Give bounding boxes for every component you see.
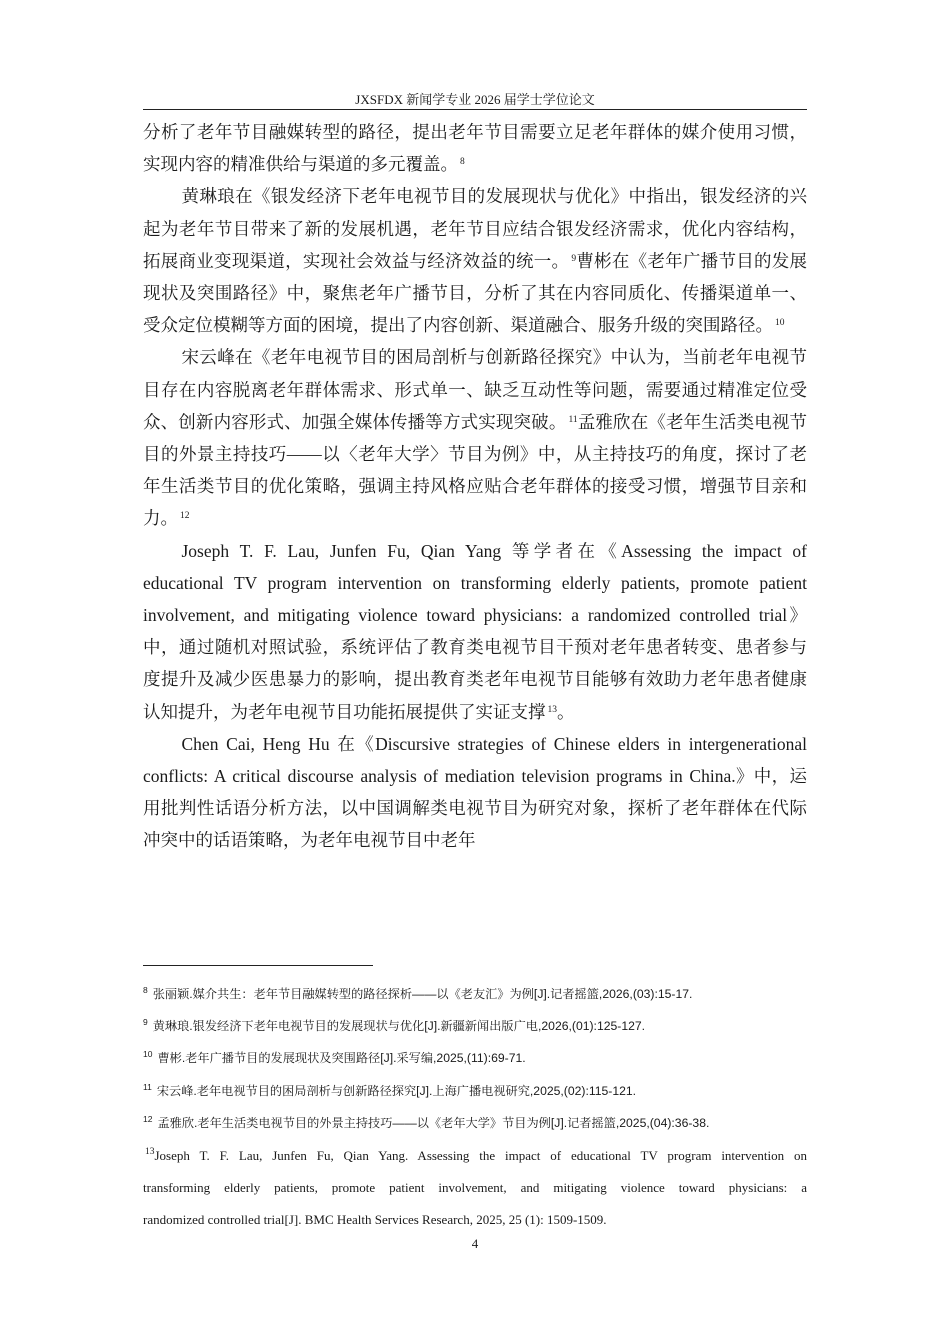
footnotes xyxy=(143,980,807,1237)
page-number: 4 xyxy=(471,1236,479,1251)
footnote-separator xyxy=(143,965,373,966)
footnote-9: $^9$ 黄琳琅.银发经济下老年电视节目的发展现状与优化[J].新疆新闻出版广电,2026,(01):125-127. xyxy=(143,1017,646,1034)
body-text xyxy=(143,116,807,857)
footnote-11: $^{11}$ 宋云峰.老年电视节目的困局剖析与创新路径探究[J].上海广播电视研究,2025,(02):115-121. xyxy=(143,1081,637,1098)
footnote-ref-10[interactable]: 10 xyxy=(775,318,785,329)
paragraph-2: 黄琳琅在《银发经济下老年电视节目的发展现状与优化》中指出，银发经济的兴起为老年节目带来了新的发展机遇，老年节目应结合银发经济需求，优化内容结构，拓展商业变现渠道，实现社会效益与经济效益的统一。 $^9$曹彬在《老年广播节目的发展现状及突围路径》中，聚焦老年广播节目，分析了其在内容同质化、传播渠道单一、受众定位模糊等方面的困境，提出了内容创新、渠道融合、服务升级的突围路径。 $^{10}$ xyxy=(143,186,808,336)
footnote-ref-12[interactable]: 12 xyxy=(180,511,190,522)
footnote-13: $^{13}$Joseph T. F. Lau, Junfen Fu, Qian Yang. Assessing the impact of educational TV program intervention on transforming elderly patients, promote patient involvement, and mitigating violence toward physicians: a randomized controlled trial[J]. BMC Health Services Research, 2025, 25 (1): 1509-1509. xyxy=(143,1146,807,1228)
footnote-8: $^8$ 张丽颖.媒介共生：老年节目融媒转型的路径探析——以《老友汇》为例[J].记者摇篮,2026,(03):15-17. xyxy=(143,985,693,1001)
footnote-ref-9[interactable]: 9 xyxy=(571,253,577,264)
paragraph-1: 分析了老年节目融媒转型的路径，提出老年节目需要立足老年群体的媒介使用习惯，实现内容的精准供给与渠道的多元覆盖。 $^8$ xyxy=(143,122,807,175)
paragraph-3: 宋云峰在《老年电视节目的困局剖析与创新路径探究》中认为，当前老年电视节目存在内容脱离老年群体需求、形式单一、缺乏互动性等问题，需要通过精准定位受众、创新内容形式、加强全媒体传播等方式实现突破。 $^{11}$孟雅欣在《老年生活类电视节目的外景主持技巧——以〈老年大学〉节目为例》中，从主持技巧的角度，探讨了老年生活类节目的优化策略，强调主持风格应贴合老年群体的接受习惯，增强节目亲和力。 $^{12}$ xyxy=(143,347,808,529)
footnote-ref-13[interactable]: 13 xyxy=(547,704,557,715)
header-rule xyxy=(143,109,807,110)
footnote-ref-11[interactable]: 11 xyxy=(568,414,578,425)
footnote-10: $^{10}$ 曹彬.老年广播节目的发展现状及突围路径[J].采写编,2025,(11):69-71. xyxy=(143,1049,526,1066)
running-header: JXSFDX 新闻学专业 2026 届学士学位论文 xyxy=(355,92,595,107)
paragraph-4: Joseph T. F. Lau, Junfen Fu, Qian Yang 等学者在《Assessing the impact of educational TV program intervention on transforming elderly patients, promote patient involvement, and mitigating violence toward physicians: a randomized controlled trial》中，通过随机对照试验，系统评估了教育类电视节目干预对老年患者转变、患者参与度提升及减少医患暴力的影响，提出教育类老年电视节目能够有效助力老年患者健康认知提升，为老年电视节目功能拓展提供了实证支撑 $^{13}$。 xyxy=(143,540,807,722)
footnote-12: $^{12}$ 孟雅欣.老年生活类电视节目的外景主持技巧——以《老年大学》节目为例[J].记者摇篮,2025,(04):36-38. xyxy=(143,1113,710,1130)
paragraph-5: Chen Cai, Heng Hu 在《Discursive strategies of Chinese elders in intergenerational conflicts: A critical discourse analysis of mediation television programs in China.》中，运用批判性话语分析方法，以中国调解类电视节目为研究对象，探析了老年群体在代际冲突中的话语策略，为老年电视节目中老年 xyxy=(143,733,807,851)
footnote-ref-8[interactable]: 8 xyxy=(460,157,465,168)
